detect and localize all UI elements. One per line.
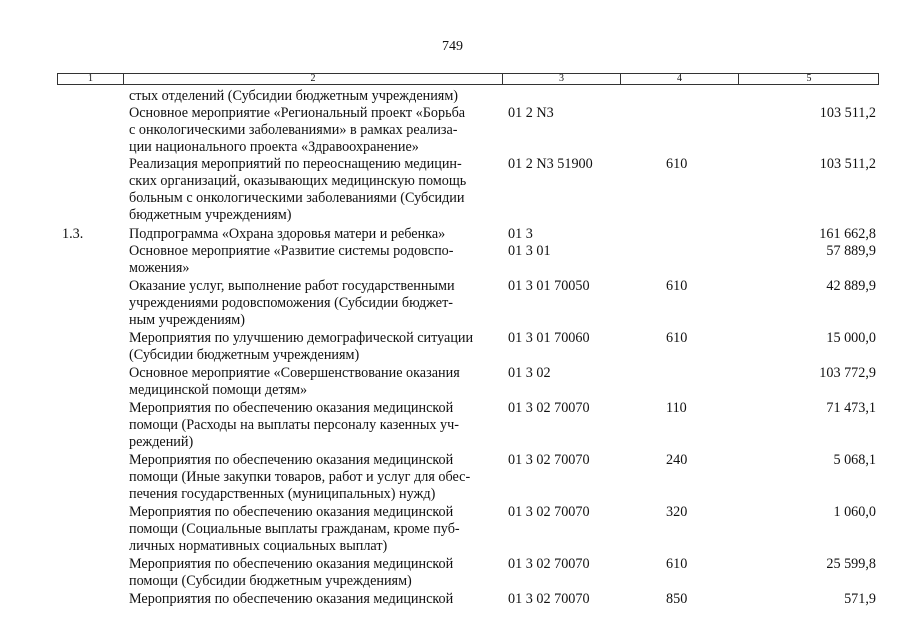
row-code: 01 3 02 (508, 365, 551, 381)
row-amount: 57 889,9 (826, 243, 876, 259)
row-expense-type: 610 (666, 156, 688, 172)
row-code: 01 3 01 70060 (508, 330, 590, 346)
row-amount: 71 473,1 (826, 400, 876, 416)
header-col-1: 1 (88, 73, 93, 84)
header-col-2: 2 (310, 73, 316, 84)
row-name: Подпрограмма «Охрана здоровья матери и ребенка» (129, 226, 446, 242)
row-code: 01 3 01 (508, 243, 551, 259)
row-name: стых отделений (Субсидии бюджетным учреждениям) (129, 88, 459, 104)
row-amount: 103 511,2 (819, 156, 876, 172)
row-expense-type: 240 (666, 452, 688, 468)
row-amount: 42 889,9 (826, 278, 876, 294)
row-expense-type: 320 (666, 504, 688, 520)
row-name: Мероприятия по обеспечению оказания медицинской помощи (Социальные выплаты гражданам, кроме пуб- личных нормативных социальных выплат) (129, 504, 460, 554)
row-name: Основное мероприятие «Региональный проект «Борьба с онкологическими заболеваниями» в рамках реализа- ции национального проекта «Здравоохранение» (129, 105, 466, 155)
row-amount: 571,9 (844, 591, 876, 607)
table-header (57, 73, 879, 85)
row-amount: 1 060,0 (833, 504, 876, 520)
row-name: Мероприятия по обеспечению оказания медицинской помощи (Расходы на выплаты персоналу казенных уч- реждений) (129, 400, 459, 450)
row-amount: 25 599,8 (826, 556, 876, 572)
row-expense-type: 850 (666, 591, 688, 607)
header-col-5: 5 (806, 73, 812, 84)
page-number: 749 (442, 39, 463, 54)
row-code: 01 3 (508, 226, 533, 242)
row-code: 01 2 N3 51900 (508, 156, 593, 172)
row-name: Основное мероприятие «Развитие системы родовспо- можения» (129, 243, 454, 276)
row-name: Оказание услуг, выполнение работ государственными учреждениями родовспоможения (Субсидии бюджет- ным учреждениям) (129, 278, 455, 328)
row-code: 01 2 N3 (508, 105, 554, 121)
row-amount: 15 000,0 (826, 330, 876, 346)
row-name: Реализация мероприятий по переоснащению медицин- ских организаций, оказывающих медицинскую помощь больным с онкологическими заболеваниями (Субсидии бюджетным учреждениям) (129, 156, 467, 223)
row-name: Мероприятия по обеспечению оказания медицинской помощи (Иные закупки товаров, работ и услуг для обес- печения государственных (муниципальных) нужд) (129, 452, 471, 502)
row-expense-type: 610 (666, 330, 688, 346)
row-expense-type: 610 (666, 556, 688, 572)
row-code: 01 3 02 70070 (508, 504, 590, 520)
row-amount: 103 772,9 (819, 365, 876, 381)
row-code: 01 3 02 70070 (508, 591, 590, 607)
row-amount: 5 068,1 (833, 452, 876, 468)
row-amount: 103 511,2 (819, 105, 876, 121)
row-name: Мероприятия по обеспечению оказания медицинской (129, 591, 454, 607)
row-name: Мероприятия по улучшению демографической ситуации (Субсидии бюджетным учреждениям) (129, 330, 474, 363)
row-name: Основное мероприятие «Совершенствование оказания медицинской помощи детям» (129, 365, 460, 398)
header-col-4: 4 (677, 73, 682, 84)
row-name: Мероприятия по обеспечению оказания медицинской помощи (Субсидии бюджетным учреждениям) (129, 556, 454, 589)
row-code: 01 3 02 70070 (508, 452, 590, 468)
row-expense-type: 610 (666, 278, 688, 294)
row-expense-type: 110 (666, 400, 687, 416)
row-code: 01 3 02 70070 (508, 556, 590, 572)
row-code: 01 3 01 70050 (508, 278, 590, 294)
header-col-3: 3 (559, 73, 564, 84)
row-number: 1.3. (62, 226, 84, 242)
row-amount: 161 662,8 (819, 226, 876, 242)
row-code: 01 3 02 70070 (508, 400, 590, 416)
